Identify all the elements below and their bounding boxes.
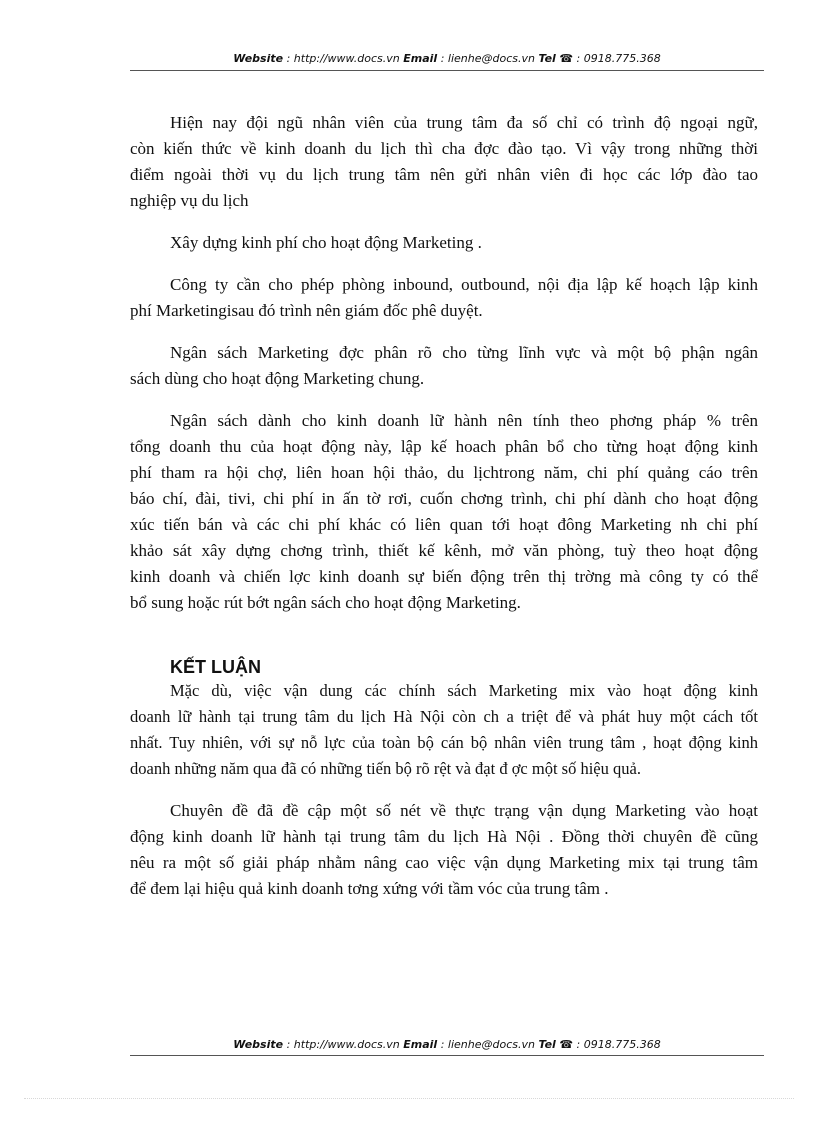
header-email-label: Email	[403, 52, 438, 65]
header-tel-label: Tel	[538, 52, 556, 65]
footer-tel-label: Tel	[538, 1038, 556, 1051]
text-line: phí tham ra hội chợ, liên hoan hội thảo, du lịchtrong năm, chi phí quảng cáo trên	[130, 463, 758, 482]
text-line: Chuyên đề đã đề cập một số nét về thực trạng vận dụng Marketing vào hoạt	[170, 801, 758, 820]
paragraph-conclusion-1	[130, 678, 758, 782]
text-line: sách dùng cho hoạt động Marketing chung.	[130, 369, 425, 388]
document-body	[130, 110, 758, 918]
text-line: Ngân sách Marketing đợc phân rõ cho từng lĩnh vực và một bộ phận ngân	[170, 343, 758, 362]
text-line: xúc tiến bán và các chi phí khác có liên quan tới hoạt đông Marketing nh chi phí	[130, 515, 758, 534]
text-line: Hiện nay đội ngũ nhân viên của trung tâm đa số chỉ có trình độ ngoại ngữ,	[170, 113, 758, 132]
text-line: điểm ngoài thời vụ du lịch trung tâm nên gửi nhân viên đi học các lớp đào tao	[130, 165, 758, 184]
page-header	[130, 52, 764, 65]
header-website-label: Website	[233, 52, 284, 65]
footer-rule	[130, 1055, 764, 1056]
text-line: phí Marketingisau đó trình nên giám đốc phê duyệt.	[130, 301, 483, 320]
text-line: Ngân sách dành cho kinh doanh lữ hành nên tính theo phơng pháp % trên	[170, 411, 758, 430]
header-email-value: : lienhe@docs.vn	[437, 52, 539, 65]
text-line: kinh doanh và chiến lợc kinh doanh sự biến động trên thị trờng mà công ty có thể	[130, 567, 758, 586]
text-line: để đem lại hiệu quả kinh doanh tơng xứng với tầm vóc của trung tâm .	[130, 879, 609, 898]
text-line: Công ty cần cho phép phòng inbound, outbound, nội địa lập kế hoạch lập kinh	[170, 275, 758, 294]
paragraph-budget-title: Xây dựng kinh phí cho hoạt động Marketing .	[170, 233, 482, 252]
text-line: tổng doanh thu của hoạt động này, lập kế hoach phân bổ cho từng hoạt động kinh	[130, 437, 758, 456]
page-footer	[130, 1038, 764, 1051]
footer-email-label: Email	[403, 1038, 438, 1051]
text-line: còn kiến thức về kinh doanh du lịch thì cha đợc đào tạo. Vì vậy trong những thời	[130, 139, 758, 158]
paragraph-company-budget	[130, 272, 758, 324]
header-tel-value: : 0918.775.368	[573, 52, 661, 65]
text-line: doanh những năm qua đã có những tiến bộ rõ rệt và đạt đ ợc một số hiệu quả.	[130, 759, 641, 778]
footer-website-value: : http://www.docs.vn	[283, 1038, 404, 1051]
paragraph-conclusion-2	[130, 798, 758, 902]
paragraph-staff-training	[130, 110, 758, 214]
header-rule	[130, 70, 764, 71]
text-line: doanh lữ hành tại trung tâm du lịch Hà Nội còn ch a triệt để và phát huy một cách tốt	[130, 707, 758, 726]
text-line: báo chí, đài, tivi, chi phí in ấn tờ rơi, cuốn chơng trình, chi phí dành cho hoạt động	[130, 489, 758, 508]
footer-email-value: : lienhe@docs.vn	[437, 1038, 539, 1051]
footer-tel-value: : 0918.775.368	[573, 1038, 661, 1051]
page-bottom-divider	[24, 1098, 794, 1099]
paragraph-travel-budget	[130, 408, 758, 616]
text-line: động kinh doanh lữ hành tại trung tâm du lịch Hà Nội . Đồng thời chuyên đề cũng	[130, 827, 758, 846]
footer-website-label: Website	[233, 1038, 284, 1051]
header-website-value: : http://www.docs.vn	[283, 52, 404, 65]
phone-icon: ☎	[559, 1038, 574, 1051]
text-line: nhất. Tuy nhiên, với sự nỗ lực của toàn bộ cán bộ nhân viên trung tâm , hoạt động kinh	[130, 733, 758, 752]
phone-icon: ☎	[559, 52, 574, 65]
text-line: nghiệp vụ du lịch	[130, 191, 249, 210]
text-line: bổ sung hoặc rút bớt ngân sách cho hoạt động Marketing.	[130, 593, 521, 612]
paragraph-marketing-budget	[130, 340, 758, 392]
text-line: khảo sát xây dựng chơng trình, thiết kế kênh, mở văn phòng, tuỳ theo hoạt động	[130, 541, 758, 560]
conclusion-heading: KẾT LUẬN	[170, 657, 261, 677]
text-line: nêu ra một số giải pháp nhằm nâng cao việc vận dụng Marketing mix tại trung tâm	[130, 853, 758, 872]
text-line: Mặc dù, việc vận dung các chính sách Marketing mix vào hoạt động kinh	[170, 681, 758, 700]
